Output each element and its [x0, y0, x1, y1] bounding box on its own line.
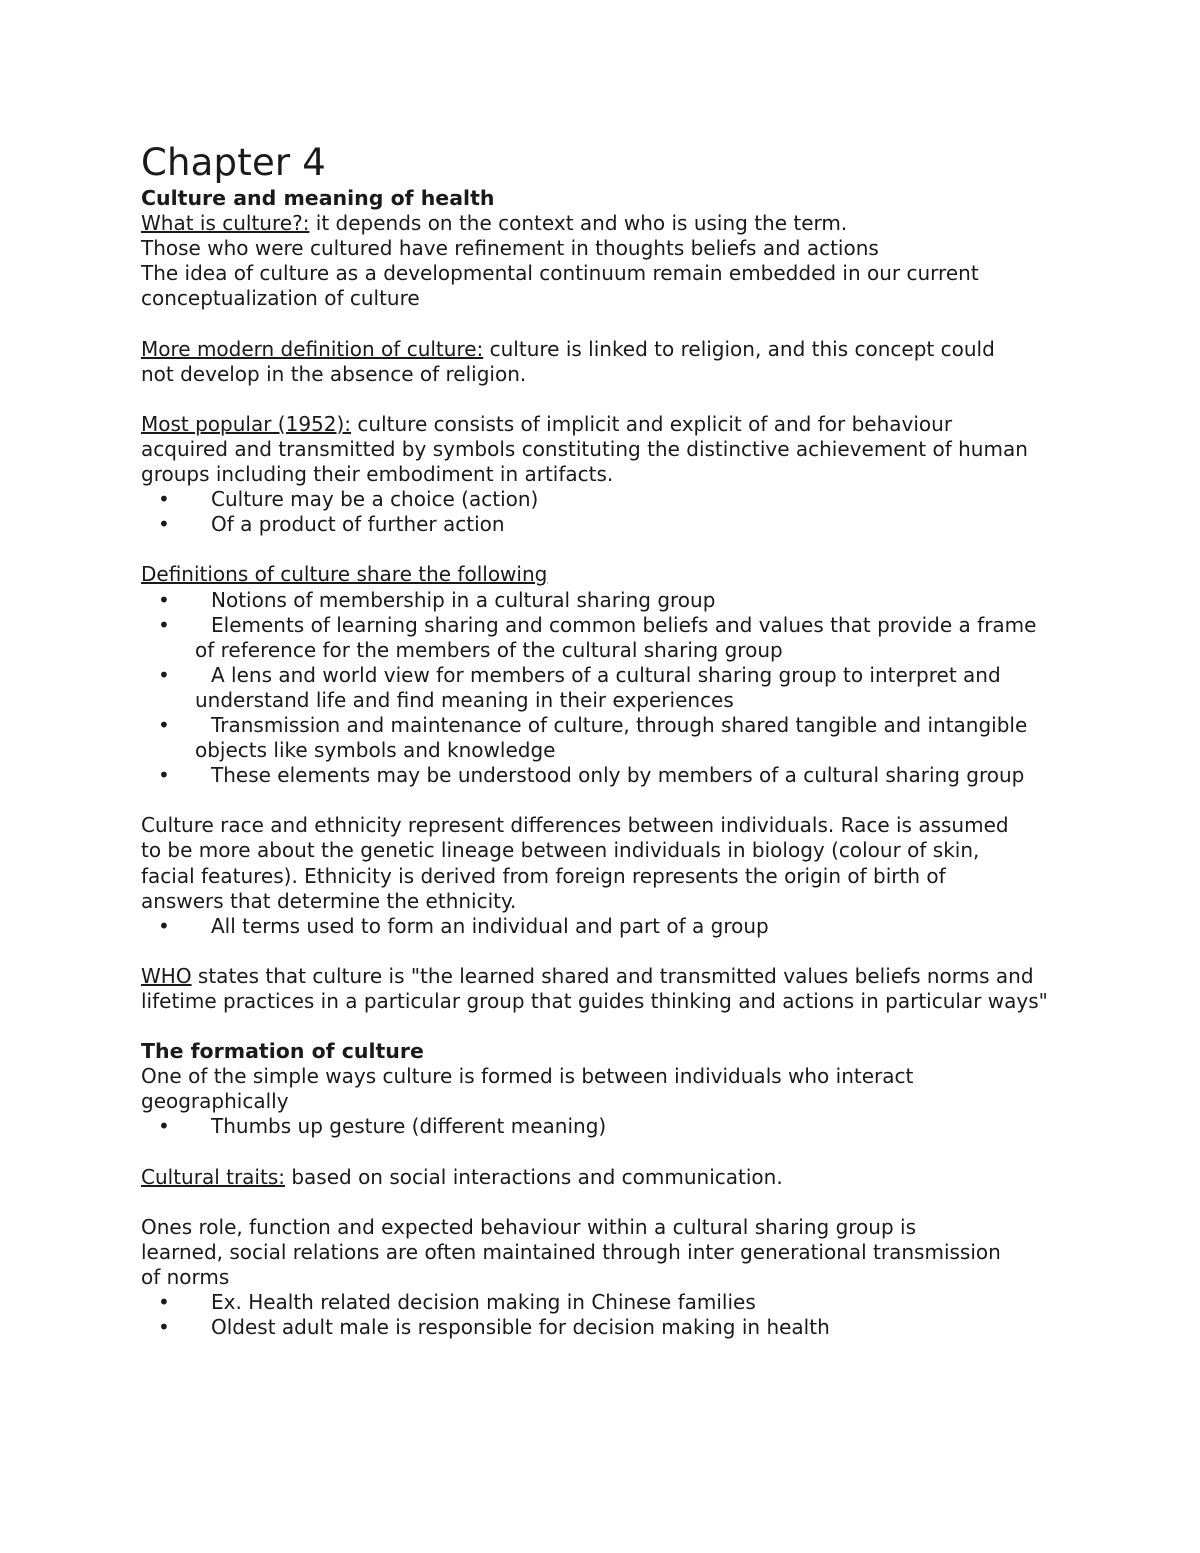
list-item: • Of a product of further action	[158, 512, 505, 537]
roles-paragraph: Ones role, function and expected behaviour within a cultural sharing group is learned, social relations are often maintained through inter generational transmission of norms	[141, 1214, 1001, 1290]
bullet-icon: •	[158, 612, 170, 637]
bullet-icon: •	[158, 662, 170, 687]
formation-list	[141, 1114, 1071, 1139]
bullet-icon: •	[158, 587, 170, 612]
definitions-label: Definitions of culture share the following	[141, 562, 548, 587]
race-list	[141, 914, 1071, 939]
bullet-icon: •	[158, 487, 170, 512]
roles-list	[141, 1290, 1071, 1340]
bullet-icon: •	[158, 1114, 170, 1139]
bullet-icon: •	[158, 512, 170, 537]
what-is-culture-label: What is culture?:	[141, 211, 310, 236]
bullet-icon: •	[158, 913, 170, 938]
section-heading-culture-health: Culture and meaning of health	[141, 186, 495, 210]
cultural-traits-label: Cultural traits:	[141, 1164, 285, 1189]
who-paragraph	[141, 964, 1071, 1014]
who-text: states that culture is "the learned shared and transmitted values beliefs norms and lifetime practices in a particular group that guides thinking and actions in particular ways"	[141, 963, 1048, 1013]
cultural-traits-paragraph	[141, 1165, 1071, 1190]
list-item: • Notions of membership in a cultural sharing group	[158, 587, 716, 612]
what-is-culture-paragraph	[141, 211, 1071, 236]
most-popular-list	[141, 487, 1071, 537]
chapter-title: Chapter 4	[141, 141, 327, 184]
cultured-refinement-line: Those who were cultured have refinement in thoughts beliefs and actions	[141, 236, 879, 261]
bullet-icon: •	[158, 1315, 170, 1340]
developmental-continuum-line: The idea of culture as a developmental continuum remain embedded in our current conceptualization of culture	[141, 261, 979, 311]
list-item: • Thumbs up gesture (different meaning)	[158, 1114, 607, 1139]
bullet-icon: •	[158, 1290, 170, 1315]
cultural-traits-text: based on social interactions and communication.	[284, 1164, 783, 1189]
most-popular-label: Most popular (1952):	[141, 411, 352, 436]
who-label: WHO	[141, 963, 192, 988]
formation-paragraph: One of the simple ways culture is formed is between individuals who interact geographically	[141, 1064, 914, 1114]
list-item: • These elements may be understood only by members of a cultural sharing group	[158, 763, 1025, 788]
list-item: • Culture may be a choice (action)	[158, 487, 539, 512]
modern-definition-label: More modern definition of culture:	[141, 336, 484, 361]
modern-definition-paragraph	[141, 337, 1021, 387]
list-item: • All terms used to form an individual and part of a group	[158, 913, 769, 938]
race-ethnicity-paragraph: Culture race and ethnicity represent differences between individuals. Race is assumed to be more about the genetic lineage between individuals in biology (colour of skin, facial features). Ethnicity is derived from foreign represents the origin of birth of answers that determine the ethnicity.	[141, 813, 1009, 913]
most-popular-paragraph	[141, 412, 1031, 487]
document-page	[141, 140, 1071, 1340]
bullet-icon: •	[158, 763, 170, 788]
what-is-culture-text: it depends on the context and who is using the term.	[309, 211, 848, 236]
definitions-heading	[141, 562, 1071, 587]
bullet-icon: •	[158, 712, 170, 737]
modern-definition-text: culture is linked to religion, and this concept could not develop in the absence of religion.	[141, 336, 995, 386]
section-heading-formation: The formation of culture	[141, 1039, 424, 1064]
list-item: • Ex. Health related decision making in Chinese families	[158, 1290, 756, 1315]
most-popular-text: culture consists of implicit and explicit of and for behaviour acquired and transmitted by symbols constituting the distinctive achievement of human groups including their embodiment in artifacts.	[141, 411, 1028, 487]
list-item: • Elements of learning sharing and common beliefs and values that provide a frame of reference for the members of the cultural sharing group	[158, 612, 1037, 662]
list-item: • Transmission and maintenance of culture, through shared tangible and intangible objects like symbols and knowledge	[158, 712, 1028, 763]
definitions-list	[141, 588, 1041, 789]
list-item: • Oldest adult male is responsible for decision making in health	[158, 1315, 830, 1340]
list-item: • A lens and world view for members of a cultural sharing group to interpret and understand life and find meaning in their experiences	[158, 662, 1001, 712]
